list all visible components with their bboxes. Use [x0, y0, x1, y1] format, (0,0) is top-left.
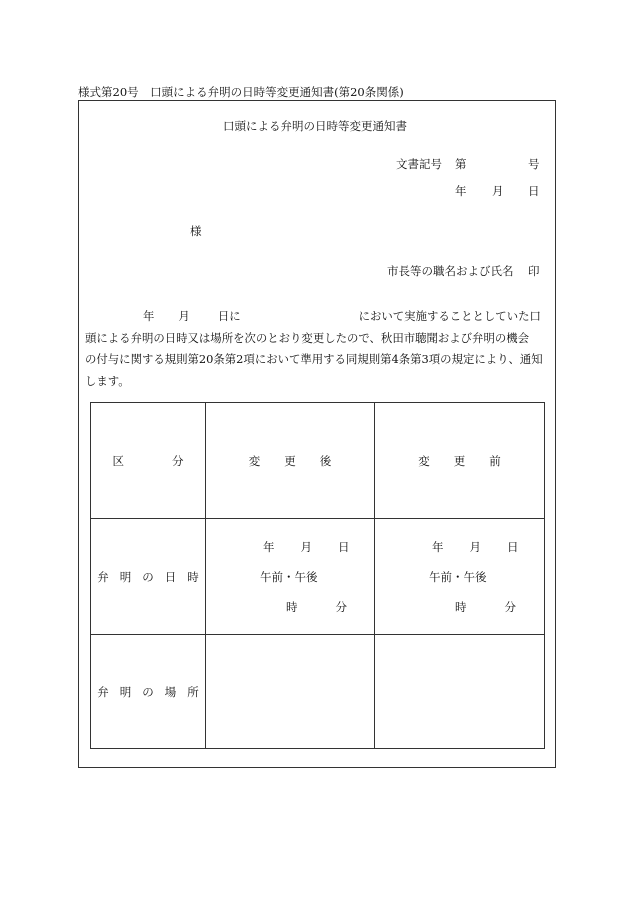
body-month: 月	[178, 309, 190, 323]
header-before-char-3: 前	[489, 453, 501, 468]
dt-after-ampm: 午前・午後	[260, 569, 318, 584]
issuer-seal: 印	[528, 264, 540, 278]
row-place	[91, 635, 545, 749]
place-before-cell	[375, 635, 545, 749]
dt-label-char-3: の	[142, 569, 154, 584]
date-day: 日	[528, 184, 540, 198]
dt-after-year: 年	[263, 539, 275, 554]
dt-before-ampm: 午前・午後	[429, 569, 487, 584]
doc-number-label: 文書記号	[396, 157, 442, 171]
dt-before-time-line	[375, 592, 544, 622]
dt-label-char-1: 弁	[97, 569, 109, 584]
datetime-before-cell	[375, 519, 545, 635]
table-header-row	[91, 403, 545, 519]
header-before-char-1: 変	[418, 453, 430, 468]
body-line-2: 頭による弁明の日時又は場所を次のとおり変更したので、秋田市聴聞および弁明の機会	[85, 330, 530, 345]
recipient-suffix: 様	[190, 224, 202, 238]
row-datetime-label	[91, 519, 206, 635]
dt-after-ampm-line	[206, 562, 374, 592]
body-line1-rest: において実施することとしていた口	[358, 309, 541, 323]
dt-before-minute: 分	[504, 599, 516, 614]
body-line-3: の付与に関する規則第20条第2項において準用する同規則第4条第3項の規定により、通知	[85, 352, 543, 367]
place-after-cell	[206, 635, 375, 749]
dt-before-ampm-line	[375, 562, 544, 592]
pl-label-char-5: 所	[187, 684, 199, 699]
dt-after-minute: 分	[335, 599, 347, 614]
header-after-char-1: 変	[248, 453, 261, 468]
dt-before-year: 年	[432, 539, 444, 554]
body-day: 日に	[217, 309, 241, 323]
header-before-char-2: 更	[453, 453, 466, 468]
header-after-cell	[206, 403, 375, 519]
row-datetime	[91, 519, 545, 635]
pl-label-char-1: 弁	[97, 684, 109, 699]
dt-before-day: 日	[507, 539, 519, 554]
change-table	[90, 402, 545, 749]
dt-label-char-4: 日	[164, 569, 177, 584]
issuer-label: 市長等の職名および氏名	[387, 264, 514, 278]
doc-number-dai: 第	[455, 157, 467, 171]
dt-after-time-line	[206, 592, 374, 622]
body-line-1	[85, 306, 555, 328]
body-line-4: します。	[85, 373, 130, 388]
dt-before-date-line	[375, 532, 544, 562]
doc-number-go: 号	[528, 157, 540, 171]
date-year: 年	[455, 184, 467, 198]
dt-after-day: 日	[338, 539, 350, 554]
form-header: 様式第20号 口頭による弁明の日時等変更通知書(第20条関係)	[78, 85, 404, 99]
dt-before-hour: 時	[455, 599, 467, 614]
pl-label-char-3: の	[142, 684, 154, 699]
row-place-label	[91, 635, 206, 749]
header-before-cell	[375, 403, 545, 519]
body-year: 年	[143, 309, 155, 323]
date-month: 月	[492, 184, 504, 198]
header-category-cell	[91, 403, 206, 519]
datetime-after-cell	[206, 519, 375, 635]
dt-before-month: 月	[469, 539, 481, 554]
dt-after-hour: 時	[286, 599, 298, 614]
header-after-char-3: 後	[319, 453, 332, 468]
pl-label-char-2: 明	[119, 684, 132, 699]
dt-label-char-2: 明	[119, 569, 132, 584]
body-text	[85, 306, 555, 392]
header-after-char-2: 更	[284, 453, 296, 468]
dt-label-char-5: 時	[187, 569, 199, 584]
header-category-char-1: 区	[112, 453, 124, 468]
dt-after-date-line	[206, 532, 374, 562]
document-title: 口頭による弁明の日時等変更通知書	[223, 119, 407, 133]
header-category-char-2: 分	[172, 453, 184, 468]
dt-after-month: 月	[300, 539, 312, 554]
pl-label-char-4: 場	[164, 684, 177, 699]
